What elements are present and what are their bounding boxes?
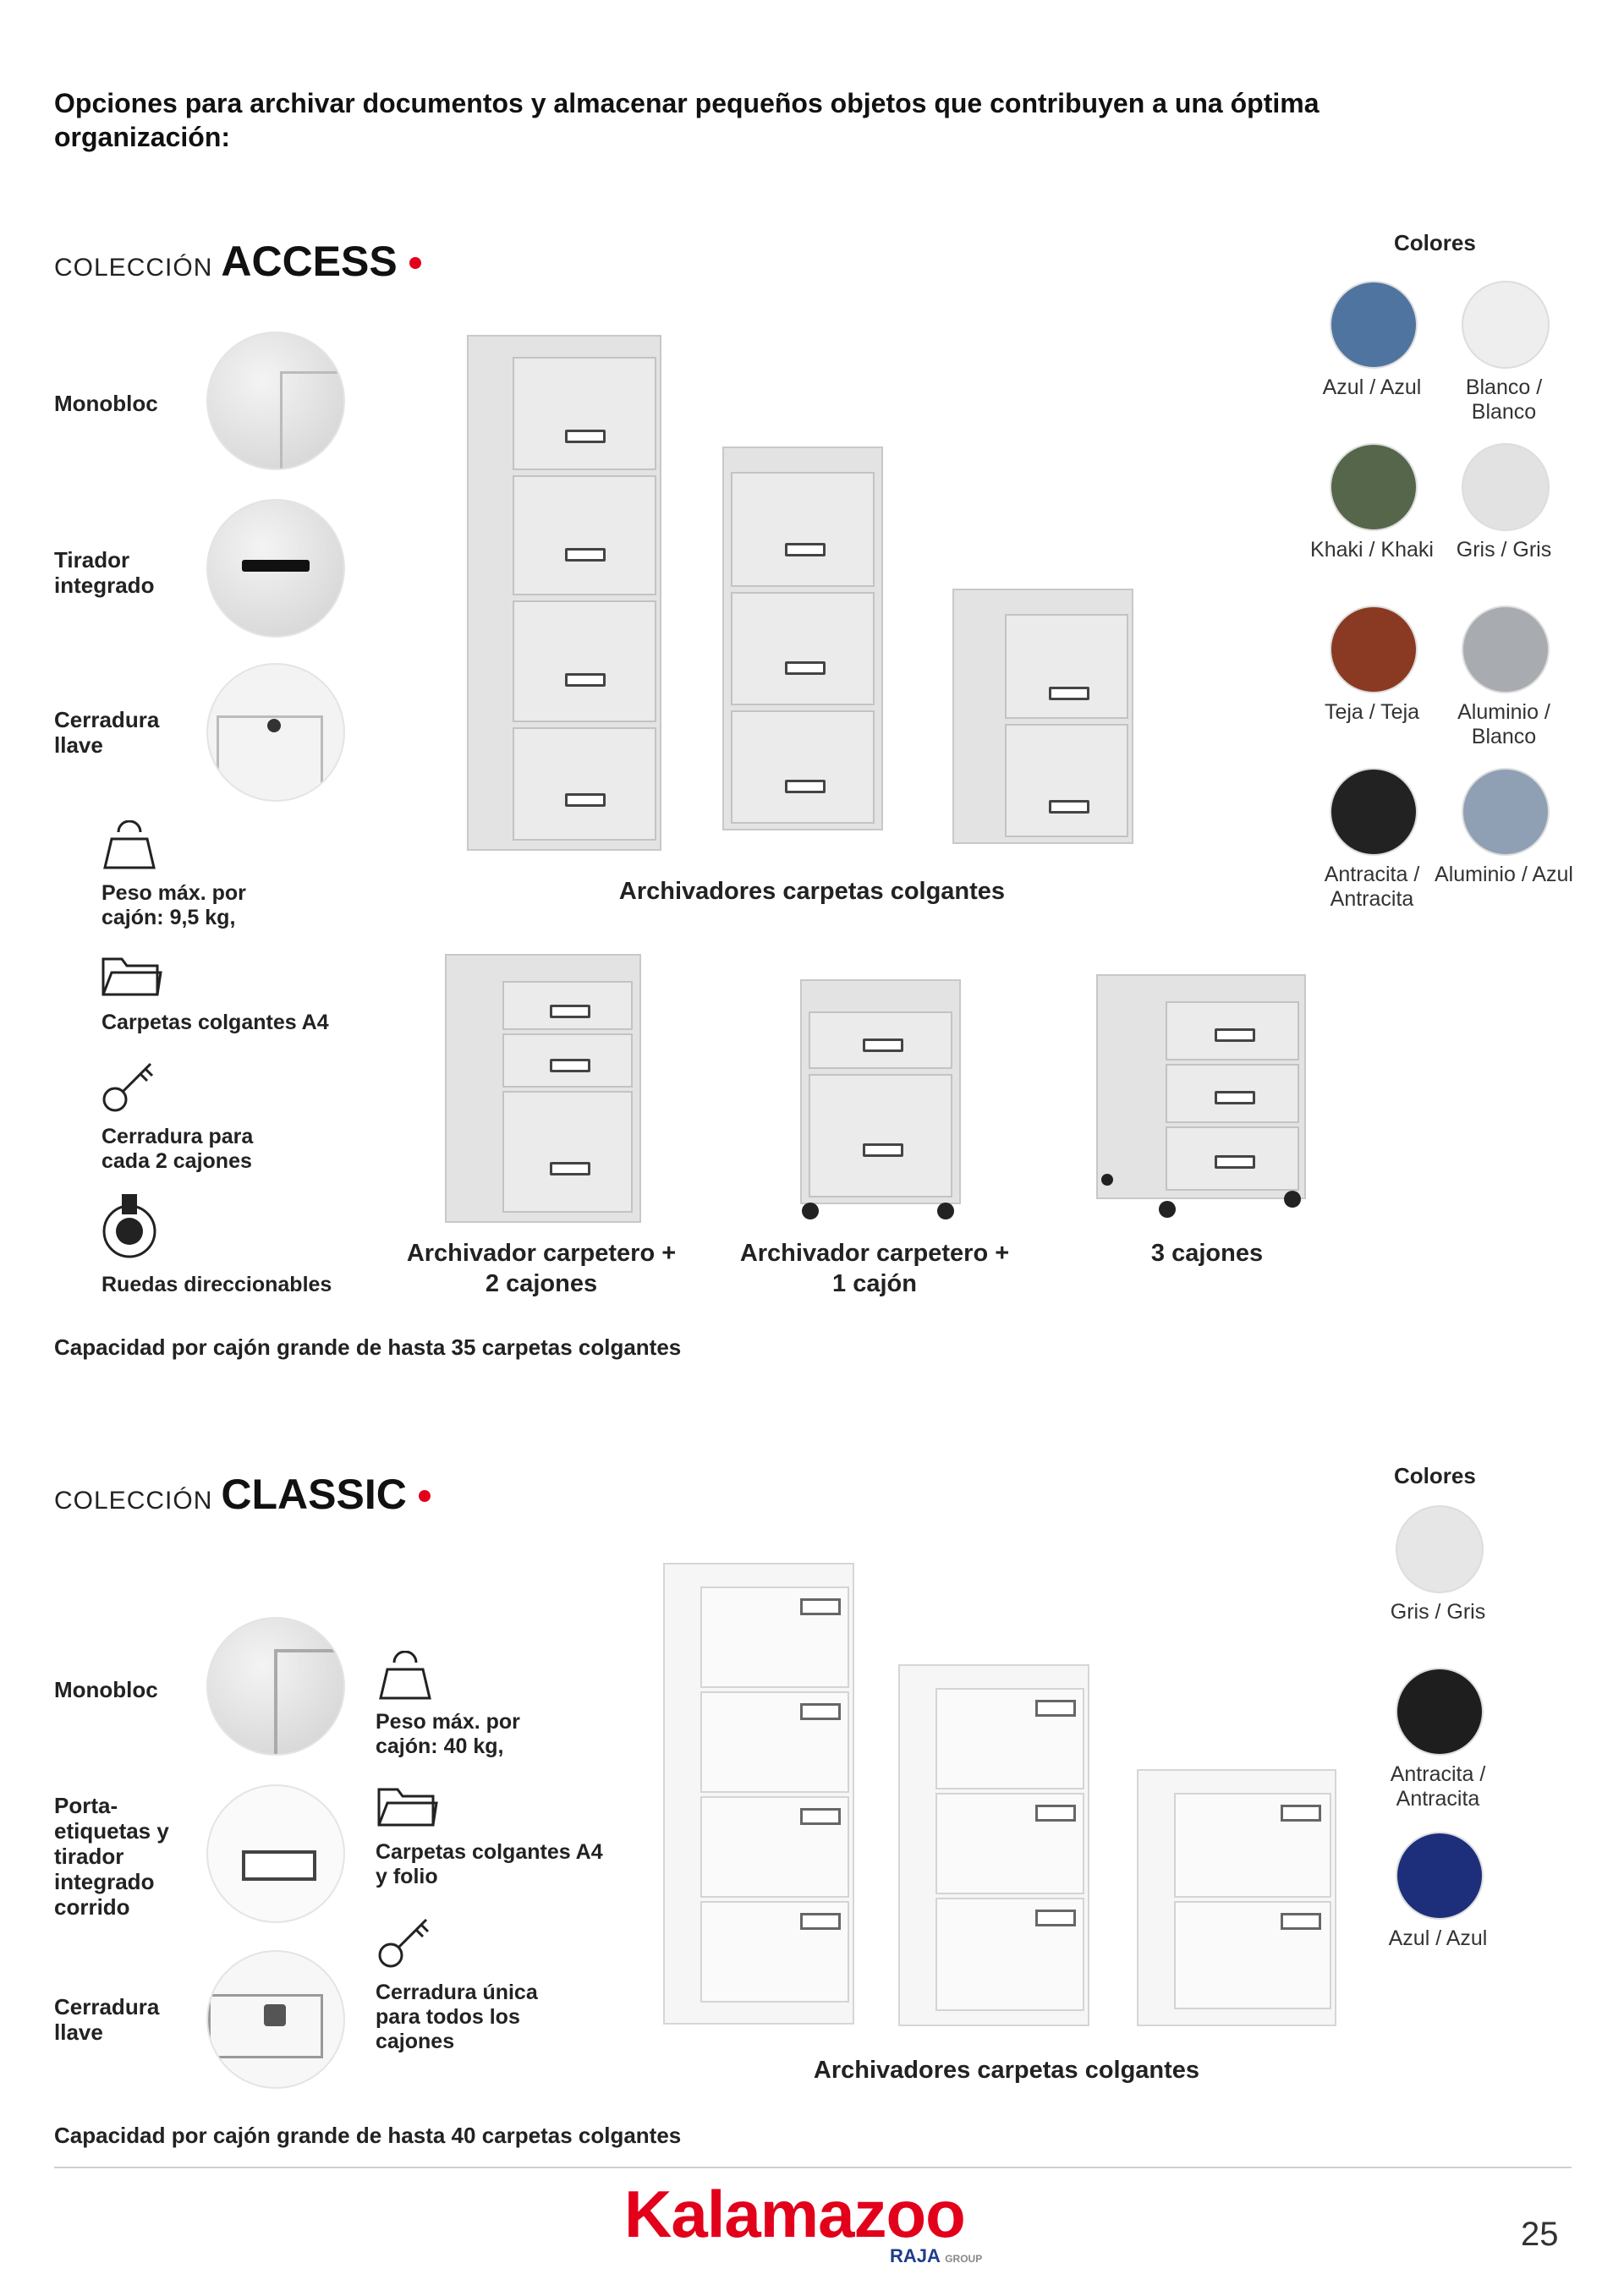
access-color-swatch	[1330, 443, 1418, 531]
access-name: ACCESS	[221, 238, 398, 285]
handle-detail-image	[206, 499, 345, 638]
access-color-swatch	[1462, 768, 1550, 856]
access-caption-b: Archivador carpetero + 1 cajón	[739, 1240, 1010, 1297]
access-feature-tirador: Tirador integrado	[54, 547, 155, 598]
access-color-swatch	[1330, 768, 1418, 856]
classic-capacity: Capacidad por cajón grande de hasta 40 carpetas colgantes	[54, 2123, 682, 2148]
classic-colors-title: Colores	[1394, 1463, 1476, 1488]
access-color-swatch	[1462, 443, 1550, 531]
weight-icon	[376, 1651, 435, 1701]
access-title	[54, 237, 421, 286]
classic-cabinet-2-drawer	[1137, 1769, 1336, 2026]
weight-icon	[100, 820, 159, 871]
access-pedestal-folder-1-drawer	[800, 979, 961, 1204]
classic-color-swatch	[1396, 1668, 1484, 1756]
classic-color-label: Antracita / Antracita	[1390, 1762, 1486, 1811]
classic-color-swatch	[1396, 1832, 1484, 1920]
access-wheels-text: Ruedas direccionables	[102, 1273, 332, 1296]
access-color-label: Teja / Teja	[1324, 700, 1420, 724]
access-colors-title: Colores	[1394, 230, 1476, 255]
folder-icon	[100, 951, 162, 998]
access-folders-text: Carpetas colgantes A4	[102, 1011, 329, 1034]
key-icon	[100, 1057, 161, 1116]
classic-feature-monobloc: Monobloc	[54, 1677, 158, 1702]
access-color-label: Blanco / Blanco	[1465, 375, 1543, 424]
red-dot-icon	[419, 1490, 431, 1502]
access-pedestal-3-drawers	[1096, 974, 1306, 1199]
classic-cabinet-3-drawer	[898, 1664, 1089, 2026]
classic-name: CLASSIC	[221, 1471, 407, 1518]
classic-color-label: Gris / Gris	[1390, 1600, 1486, 1624]
access-color-label: Antracita / Antracita	[1324, 863, 1420, 911]
classic-weight-text: Peso máx. por cajón: 40 kg,	[376, 1710, 520, 1758]
classic-cabinet-4-drawer	[663, 1563, 854, 2025]
access-cabinet-folder-2-drawers	[445, 954, 641, 1223]
access-cabinet-3-drawer	[722, 447, 883, 830]
key-icon	[376, 1913, 436, 1972]
classic-lock-detail-image	[206, 1950, 345, 2089]
classic-prefix: COLECCIÓN	[54, 1487, 213, 1515]
classic-monobloc-detail-image	[206, 1617, 345, 1756]
footer-divider	[54, 2167, 1572, 2168]
classic-feature-tirador: Porta-etiquetas y tirador integrado corrido	[54, 1793, 169, 1920]
monobloc-detail-image	[206, 332, 345, 470]
folder-icon	[376, 1781, 438, 1828]
access-color-label: Aluminio / Azul	[1435, 863, 1573, 886]
access-color-label: Khaki / Khaki	[1310, 538, 1434, 562]
brand-logo: Kalamazoo	[624, 2177, 965, 2251]
brand-sub-raja: RAJA	[890, 2245, 941, 2266]
access-color-swatch	[1330, 606, 1418, 693]
access-color-swatch	[1462, 606, 1550, 693]
access-lock-text: Cerradura para cada 2 cajones	[102, 1125, 254, 1173]
classic-folders-text: Carpetas colgantes A4 y folio	[376, 1840, 603, 1888]
access-caption-c: 3 cajones	[1150, 1240, 1264, 1267]
classic-label-holder-detail-image	[206, 1784, 345, 1923]
classic-lock-text: Cerradura única para todos los cajones	[376, 1981, 538, 2053]
access-cabinet-4-drawer	[467, 335, 661, 851]
classic-color-swatch	[1396, 1505, 1484, 1593]
access-prefix: COLECCIÓN	[54, 254, 213, 282]
access-feature-monobloc: Monobloc	[54, 391, 158, 416]
lock-detail-image	[206, 663, 345, 802]
access-main-caption: Archivadores carpetas colgantes	[618, 878, 1006, 905]
classic-main-caption: Archivadores carpetas colgantes	[813, 2057, 1200, 2084]
brand-sub	[890, 2245, 982, 2267]
access-color-label: Aluminio / Blanco	[1457, 700, 1550, 748]
access-color-label: Azul / Azul	[1322, 375, 1422, 399]
access-feature-cerradura: Cerradura llave	[54, 707, 160, 758]
classic-color-label: Azul / Azul	[1388, 1926, 1488, 1950]
brand-sub-group: GROUP	[945, 2253, 983, 2265]
page-number: 25	[1521, 2216, 1559, 2253]
access-color-label: Gris / Gris	[1456, 538, 1552, 562]
access-cabinet-2-drawer	[952, 589, 1133, 844]
access-caption-a: Archivador carpetero + 2 cajones	[406, 1240, 677, 1297]
red-dot-icon	[409, 257, 421, 269]
classic-title	[54, 1470, 431, 1519]
classic-feature-cerradura: Cerradura llave	[54, 1994, 160, 2045]
access-capacity: Capacidad por cajón grande de hasta 35 carpetas colgantes	[54, 1334, 682, 1360]
access-weight-text: Peso máx. por cajón: 9,5 kg,	[102, 881, 246, 929]
caster-wheel-icon	[98, 1191, 161, 1262]
access-color-swatch	[1462, 281, 1550, 369]
intro-heading: Opciones para archivar documentos y almacenar pequeños objetos que contribuyen a una óptima organización:	[54, 88, 1320, 152]
access-color-swatch	[1330, 281, 1418, 369]
